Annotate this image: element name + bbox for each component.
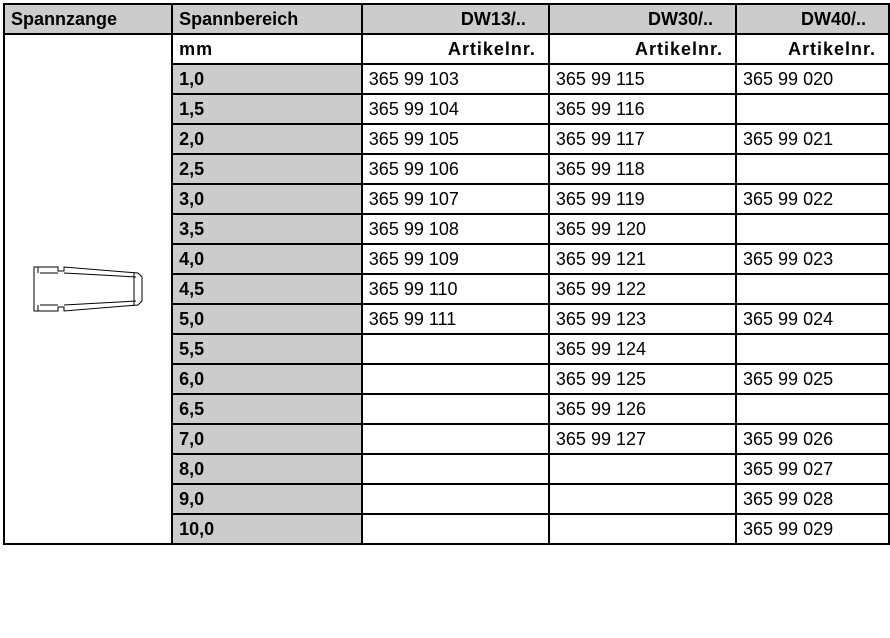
artikel-dw13-cell <box>362 394 549 424</box>
artikel-dw40-cell <box>736 394 889 424</box>
spannbereich-cell: 10,0 <box>172 514 362 544</box>
spannbereich-cell: 7,0 <box>172 424 362 454</box>
artikel-dw30-cell: 365 99 117 <box>549 124 736 154</box>
collet-table <box>3 3 890 545</box>
artikel-dw30-cell: 365 99 116 <box>549 94 736 124</box>
spannbereich-cell: 6,0 <box>172 364 362 394</box>
artikel-dw40-cell: 365 99 029 <box>736 514 889 544</box>
artikel-dw13-cell: 365 99 106 <box>362 154 549 184</box>
header-spannbereich: Spannbereich <box>172 4 362 34</box>
spannbereich-cell: 3,0 <box>172 184 362 214</box>
spannbereich-cell: 4,0 <box>172 244 362 274</box>
spannbereich-cell: 9,0 <box>172 484 362 514</box>
artikel-dw30-cell: 365 99 115 <box>549 64 736 94</box>
artikel-dw13-cell <box>362 334 549 364</box>
artikel-dw40-cell: 365 99 024 <box>736 304 889 334</box>
artikel-dw13-cell <box>362 364 549 394</box>
artikel-label-dw13: Artikelnr. <box>362 34 549 64</box>
header-spannzange: Spannzange <box>4 4 172 34</box>
artikel-label-dw40: Artikelnr. <box>736 34 889 64</box>
spannbereich-cell: 8,0 <box>172 454 362 484</box>
artikel-dw40-cell: 365 99 028 <box>736 484 889 514</box>
artikel-dw30-cell: 365 99 120 <box>549 214 736 244</box>
spannbereich-cell: 6,5 <box>172 394 362 424</box>
artikel-label-dw30: Artikelnr. <box>549 34 736 64</box>
artikel-dw13-cell: 365 99 105 <box>362 124 549 154</box>
artikel-dw13-cell: 365 99 110 <box>362 274 549 304</box>
artikel-dw30-cell <box>549 514 736 544</box>
artikel-dw13-cell <box>362 424 549 454</box>
artikel-dw40-cell <box>736 94 889 124</box>
spannbereich-cell: 1,0 <box>172 64 362 94</box>
artikel-dw40-cell: 365 99 021 <box>736 124 889 154</box>
artikel-dw40-cell: 365 99 027 <box>736 454 889 484</box>
collet-drawing-icon <box>28 261 148 317</box>
artikel-dw30-cell: 365 99 123 <box>549 304 736 334</box>
artikel-dw13-cell <box>362 484 549 514</box>
artikel-dw13-cell: 365 99 104 <box>362 94 549 124</box>
spannbereich-cell: 2,5 <box>172 154 362 184</box>
artikel-dw30-cell <box>549 484 736 514</box>
artikel-dw30-cell: 365 99 122 <box>549 274 736 304</box>
artikel-dw30-cell: 365 99 126 <box>549 394 736 424</box>
artikel-dw13-cell: 365 99 109 <box>362 244 549 274</box>
spannbereich-cell: 2,0 <box>172 124 362 154</box>
spannbereich-cell: 3,5 <box>172 214 362 244</box>
artikel-dw13-cell: 365 99 108 <box>362 214 549 244</box>
artikel-dw13-cell <box>362 454 549 484</box>
artikel-dw40-cell: 365 99 020 <box>736 64 889 94</box>
spannbereich-cell: 5,5 <box>172 334 362 364</box>
artikel-dw13-cell <box>362 514 549 544</box>
spannbereich-cell: 1,5 <box>172 94 362 124</box>
spannbereich-cell: 4,5 <box>172 274 362 304</box>
artikel-dw40-cell <box>736 154 889 184</box>
artikel-dw40-cell <box>736 274 889 304</box>
spannbereich-cell: 5,0 <box>172 304 362 334</box>
header-row <box>4 4 889 34</box>
artikel-dw13-cell: 365 99 107 <box>362 184 549 214</box>
artikel-dw40-cell: 365 99 026 <box>736 424 889 454</box>
subheader-row <box>4 34 889 64</box>
header-dw30: DW30/.. <box>549 4 736 34</box>
header-dw40: DW40/.. <box>736 4 889 34</box>
header-dw13: DW13/.. <box>362 4 549 34</box>
artikel-dw40-cell: 365 99 025 <box>736 364 889 394</box>
collet-image-cell <box>4 34 172 544</box>
artikel-dw30-cell: 365 99 124 <box>549 334 736 364</box>
artikel-dw30-cell: 365 99 119 <box>549 184 736 214</box>
artikel-dw40-cell <box>736 214 889 244</box>
artikel-dw40-cell <box>736 334 889 364</box>
artikel-dw13-cell: 365 99 103 <box>362 64 549 94</box>
artikel-dw30-cell: 365 99 125 <box>549 364 736 394</box>
artikel-dw30-cell: 365 99 121 <box>549 244 736 274</box>
artikel-dw30-cell: 365 99 127 <box>549 424 736 454</box>
artikel-dw30-cell <box>549 454 736 484</box>
artikel-dw40-cell: 365 99 023 <box>736 244 889 274</box>
unit-label: mm <box>172 34 362 64</box>
artikel-dw30-cell: 365 99 118 <box>549 154 736 184</box>
artikel-dw40-cell: 365 99 022 <box>736 184 889 214</box>
artikel-dw13-cell: 365 99 111 <box>362 304 549 334</box>
